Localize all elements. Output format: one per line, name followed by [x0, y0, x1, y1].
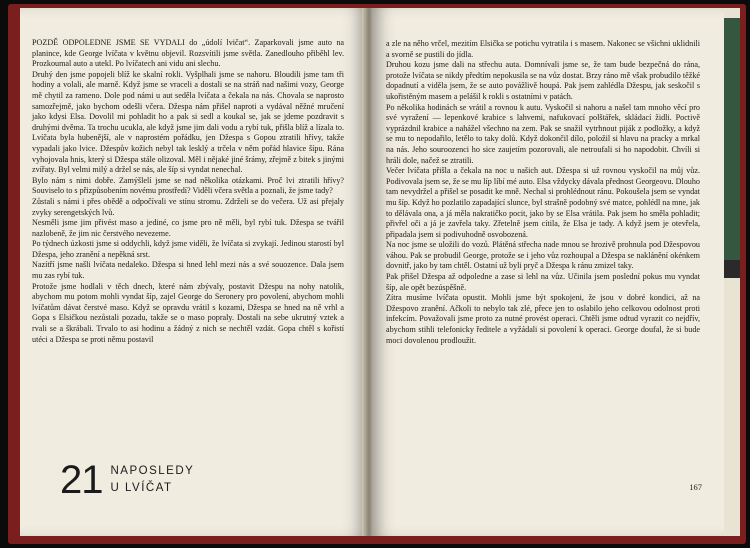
chapter-title-line: U LVÍČAT: [110, 482, 173, 494]
paragraph: Po několika hodinách se vrátil a rovnou k autu. Vyskočil si nahoru a našel tam mnoho věcí pro své vyražení — lepenkové krabice s lahvemi, nafukovací polštářek, skládací židli. Poctivě vyprázdnil krabice a nahážel všechno na zem. Pak se snažil vytrhnout piják z podložky, a když se mu to nepodařilo, letělo to taky dolů. Když dokončil dílo, položil si hlavu na pracky a mrkal na nás. Jeho souroozenci ho sice zaujetím pozorovali, ale netroufali si ho napodobit. Chvíli si hráli dole, načež se ztratili.: [386, 102, 700, 165]
paragraph: Protože jsme hodlali v těch dnech, které nám zbývaly, postavit Džespu na nohy natolik, abychom mu potom mohli vyndat šíp, zajel George do Seronery pro povolení, abychom mohli lvíčatům dávat čerstvé maso. Když se opravdu vrátil s kozami, Džespa se hned na ně vrhl a Gopa s Elsičkou nezůstali pozadu, takže se o maso popraly. Dostali na sebe ukrutný vztek a rvali se a škrábali. Trvalo to asi hodinu a žádný z nich se nechtěl vzdát. Gopa chtěl s kořistí utéci a Džespa se proti němu postavil: [32, 281, 344, 344]
paragraph: Nesměli jsme jim přivést maso a jediné, co jsme pro ně měli, byl rybí tuk. Džespa se tvářil nazlobeně, že jim nic čerstvého nevezeme.: [32, 218, 344, 238]
chapter-title: [111, 463, 195, 497]
paragraph: a zle na něho vrčel, mezitím Elsička se potichu vytratila i s masem. Nakonec se všichni uklidnili a svorně se pustili do jídla.: [386, 39, 700, 59]
right-page: [372, 8, 724, 536]
page-number: 167: [689, 482, 702, 492]
right-page-text: [386, 39, 700, 346]
paragraph: Nazítří jsme našli lvíčata nedaleko. Džespa si hned lehl mezi nás a své souozence. Dala jsem mu zas rybí tuk.: [32, 260, 344, 281]
chapter-title-line: NAPOSLEDY: [110, 465, 195, 477]
page-edge: [724, 8, 740, 536]
left-page-text: [32, 38, 344, 345]
paragraph: Po týdnech úzkosti jsme si oddychli, když jsme viděli, že lvíčata si zvykají. Jedinou starostí byl Džespa, jeho zranění a nepěkná srst.: [32, 239, 344, 259]
paragraph: Bylo nám s nimi dobře. Zamýšlelí jsme se nad několika otázkami. Proč lvi ztratili hřívy? Souviselo to s přizpůsobením novému prostředí? Viděli včera světla a poznali, že jsme tady?: [32, 175, 344, 196]
paragraph: Druhou kozu jsme dali na střechu auta. Domnívali jsme se, že tam bude bezpečná do rána, protože lvíčata se nikdy předtím nepokusila se na vůz dostat. Brzy ráno mě však probudilo těžké dopadnutí a viděla jsem, že se auto povážlivě houpá. Pak jsem zahlédla Džespu, jak seskočil s ukořistěným masem a pelášil k rokli s ostatními v patách.: [386, 60, 700, 101]
paragraph: Zůstali s námi i přes obědě a odpočívali ve stínu stromu. Zdrželi se do večera. Už asi přejaly zvyky serengetských lvů.: [32, 196, 344, 217]
bookmark-insert-edge: [724, 260, 740, 278]
paragraph: Na noc jsme se uložili do vozů. Plátěná střecha nade mnou se hrozivě prohnula pod Džespovou váhou. Pak se probudil George, protože se i jeho vůz rozhoupal a Džespa se naklánění okénkem dovnitř, jako by tam chtěl. Ostatní už byli pryč a Džespa k ránu zmizel taky.: [386, 240, 700, 271]
bookmark-insert: [724, 18, 740, 260]
chapter-heading: [60, 460, 194, 500]
chapter-number: 21: [60, 458, 103, 502]
paragraph: Zítra musíme lvíčata opustit. Mohli jsme být spokojeni, že jsou v dobré kondici, až na Džespovo zranění. Ačkoli to nebylo tak zlé, přece jen to oslabilo jeho celkovou odolnost proti infekcím. Považovali jsme proto za nutné provést operaci. Chtěli jsme odtud vyrazit co nejdřív, abychom stihli telefonicky ředitele a vyžádali si povolení k operaci. George doufal, že si bude moci dovolenou prodloužit.: [386, 293, 700, 345]
paragraph: Druhý den jsme popojeli blíž ke skalní rokli. Vyšplhali jsme se nahoru. Bloudili jsme tam tři hodiny a volali, ale marně. Když jsme se vraceli a dostali se na stráň nad našimi vozy, George mě chytil za rameno. Dole pod námi u aut seděla lvíčata a čekala na nás. Chovala se naprosto samozřejmě, jako bychom odešli včera. Džespa nám přišel naproti a vydával něžné mručení jako kdysi Elsa. Dovolil mi pohladit ho a pak si sedl a koukal se, jak se jdeme pozdravit s druhými dvěma. Ta trochu ucukla, ale když jsme jim dali vodu a rybí tuk, přišla blíž a lízala to. Lvíčata byla hubenější, ale v naprostém pořádku, jen Džespa s Gopou ztratili hřívy, takže vypadali jako lvice. Džespův kožich nebyl tak lesklý a trčela v něm pořád hlavice šípu. Rána vyhojovala hnis, který si Džespa stále olizoval. Měl i nějaké jiné šrámy, zřejmě z bitek s jinými zvířaty. Byl velmi milý a držel se nás, ale šíp si vyndat nenechal.: [32, 69, 344, 175]
paragraph: Pak přišel Džespa až odpoledne a zase si lehl na vůz. Učinila jsem poslední pokus mu vyndat šíp, ale opět bezúspěšně.: [386, 272, 700, 292]
paragraph: Večer lvíčata přišla a čekala na noc u našich aut. Džespa si už rovnou vyskočil na můj vůz. Podivovala jsem se, že se mu líp líbí mé auto. Elsa vždycky dávala přednost Georgeovu. Dlouho tam nevydržel a přišel se posadit ke mně. Nechal si prohlédnout ránu. Pokoušela jsem se vyndat mu šíp. Když ho pozlatilo zapadající slunce, byl strašně podobný své matce, pohlédl na mne, jak to dělávala ona, a já měla nakratičko pocit, jako by se Elsa vrátila. Pak jsem ho směla pohladit; přivřel oči a já je zavřela taky. Zřetelně jsem cítila, že Elsa je tady. A když jsem je otevřela, připadala jsem si podivuhodně osvobozená.: [386, 166, 700, 239]
paragraph: POZDĚ ODPOLEDNE JSME SE VYDALI do „údolí lvičat“. Zaparkovali jsme auto na planince, kde George lvíčata v květnu objevil. Rozsvítili jsme světla. Zanedlouho přiběhl lev. Prozkoumal auto a utekl. Po lvíčatech ani vidu ani slechu.: [32, 38, 344, 69]
left-page: [20, 8, 366, 536]
